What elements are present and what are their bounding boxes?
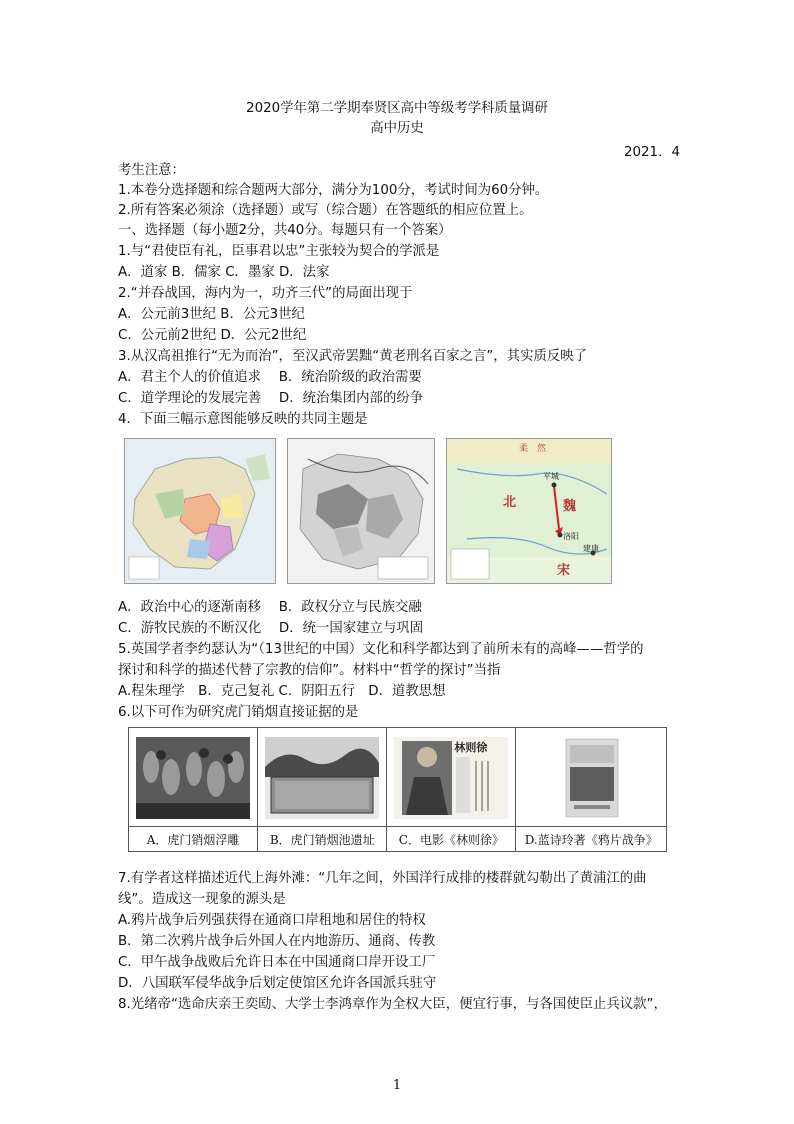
relief-photo	[136, 737, 250, 819]
q6-stem: 6.以下可作为研究虎门销烟直接证据的是	[118, 705, 359, 720]
book-cover	[534, 737, 648, 819]
photo-cell-d	[516, 728, 667, 827]
photo-cell-b	[258, 728, 387, 827]
map3-label-wei: 魏	[563, 499, 577, 514]
notice-item-2: 2.所有答案必须涂（选择题）或写（综合题）在答题纸的相应位置上。	[118, 203, 533, 218]
q7-stem-2: 线”。造成这一现象的源头是	[118, 892, 286, 907]
exam-date: 2021．4	[624, 145, 680, 160]
film-poster	[394, 737, 508, 819]
q7-option-c: C．甲午战争战败后允许日本在中国通商口岸开设工厂	[118, 955, 436, 970]
caption-d: D.蓝诗玲著《鸦片战争》	[516, 827, 667, 852]
notice-heading: 考生注意：	[118, 163, 185, 178]
q1-options: A．道家 B．儒家 C．墨家 D．法家	[118, 265, 330, 280]
q2-options-1: A．公元前3世纪 B．公元3世纪	[118, 307, 305, 322]
q5-stem-1: 5.英国学者李约瑟认为“（13世纪的中国）文化和科学都达到了前所未有的高峰——哲学的	[118, 642, 644, 657]
page-number: 1	[392, 1078, 402, 1093]
q2-stem: 2.“并吞战国，海内为一，功齐三代”的局面出现于	[118, 286, 413, 301]
map3-city-jiankang: 建康	[583, 544, 599, 553]
q4-options-1: A．政治中心的逐渐南移 B．政权分立与民族交融	[118, 600, 422, 615]
map3-label-rouran: 柔 然	[519, 444, 547, 454]
map-figure-1	[124, 438, 276, 584]
exam-subtitle: 高中历史	[370, 121, 424, 136]
q5-stem-2: 探讨和科学的描述代替了宗教的信仰”。材料中“哲学的探讨”当指	[118, 663, 501, 678]
q3-options-2: C．道学理论的发展完善 D．统治集团内部的纷争	[118, 391, 424, 406]
caption-b: B．虎门销烟池遗址	[258, 827, 387, 852]
q7-option-b: B．第二次鸦片战争后外国人在内地游历、通商、传教	[118, 934, 436, 949]
q4-stem: 4．下面三幅示意图能够反映的共同主题是	[118, 412, 368, 427]
poster-title: 林则徐	[454, 741, 488, 754]
q7-option-a: A.鸦片战争后列强获得在通商口岸租地和居住的特权	[118, 913, 426, 928]
exam-title: 2020学年第二学期奉贤区高中等级考学科质量调研	[246, 101, 548, 116]
q8-stem: 8.光绪帝“选命庆亲王奕劻、大学士李鸿章作为全权大臣，便宜行事，与各国使臣止兵议款”，	[118, 997, 667, 1012]
q5-options: A.程朱理学 B．克己复礼 C．阴阳五行 D．道教思想	[118, 684, 446, 699]
q4-options-2: C．游牧民族的不断汉化 D．统一国家建立与巩固	[118, 621, 424, 636]
q7-stem-1: 7.有学者这样描述近代上海外滩：“几年之间，外国洋行成排的楼群就勾勒出了黄浦江的曲	[118, 871, 647, 886]
photo-cell-c	[387, 728, 516, 827]
q3-options-1: A．君主个人的价值追求 B．统治阶级的政治需要	[118, 370, 422, 385]
map3-label-song: 宋	[557, 563, 571, 578]
section-heading: 一、选择题（每小题2分，共40分。每题只有一个答案）	[118, 223, 452, 238]
q1-stem: 1.与“君使臣有礼，臣事君以忠”主张较为契合的学派是	[118, 244, 440, 259]
q2-options-2: C．公元前2世纪 D．公元2世纪	[118, 328, 307, 343]
photo-cell-a	[129, 728, 258, 827]
pool-site-photo	[265, 737, 379, 819]
notice-item-1: 1.本卷分选择题和综合题两大部分，满分为100分，考试时间为60分钟。	[118, 183, 549, 198]
caption-a: A．虎门销烟浮雕	[129, 827, 258, 852]
map3-city-pingcheng: 平城	[543, 472, 559, 481]
map-figure-3	[446, 438, 612, 584]
q7-option-d: D．八国联军侵华战争后划定使馆区允许各国派兵驻守	[118, 976, 437, 991]
q3-stem: 3.从汉高祖推行“无为而治”，至汉武帝罢黜“黄老刑名百家之言”，其实质反映了	[118, 349, 588, 364]
map3-city-luoyang: 洛阳	[563, 532, 579, 541]
map3-label-bei: 北	[503, 495, 517, 510]
caption-c: C．电影《林则徐》	[387, 827, 516, 852]
map-figure-2	[287, 438, 435, 584]
q6-photo-table	[128, 727, 667, 852]
